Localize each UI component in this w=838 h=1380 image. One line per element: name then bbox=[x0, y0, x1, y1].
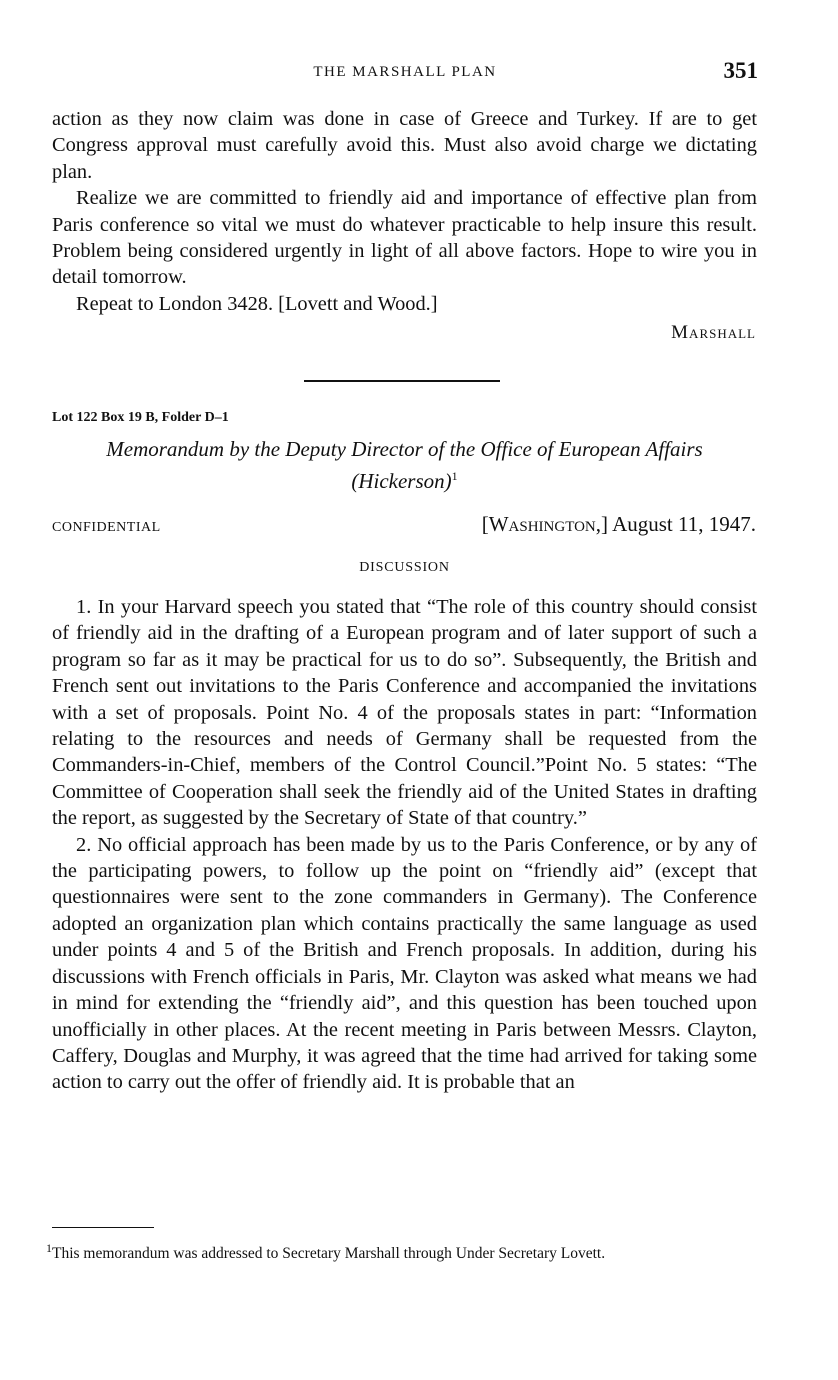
previous-document-text bbox=[52, 106, 757, 317]
signature: Marshall bbox=[671, 322, 756, 343]
footnote bbox=[46, 1239, 750, 1263]
paragraph: 2. No official approach has been made by us to the Paris Conference, or by any of the participating powers, to follow up the point on “friendly aid” (except that questionnaires were sent to the zone commanders in Germany). The Conference adopted an organization plan which contains practically the same language as used under points 4 and 5 of the British and French proposals. In addition, during his discussions with French officials in Paris, Mr. Clayton was asked what means we had in mind for extending the “friendly aid”, and this question has been touched upon unofficially in other places. At the recent meeting in Paris between Messrs. Clayton, Caffery, Douglas and Murphy, it was agreed that the time had arrived for taking some action to carry out the offer of friendly aid. It is probable that an bbox=[52, 833, 757, 1094]
paragraph: Repeat to London 3428. [Lovett and Wood.] bbox=[76, 292, 438, 315]
footnote-marker: 1 bbox=[46, 1241, 52, 1255]
dateline bbox=[482, 512, 756, 537]
memorandum-body bbox=[52, 594, 757, 1096]
footnote-separator bbox=[52, 1227, 154, 1228]
title-author: (Hickerson) bbox=[351, 469, 452, 493]
document-title bbox=[52, 436, 757, 495]
page-header bbox=[52, 58, 758, 90]
page-number: 351 bbox=[723, 58, 758, 83]
dateline-place: [Washington,] bbox=[481, 512, 608, 536]
source-citation: Lot 122 Box 19 B, Folder D–1 bbox=[52, 410, 229, 425]
classification-label: CONFIDENTIAL bbox=[52, 520, 161, 535]
document-separator bbox=[304, 380, 500, 382]
paragraph: 1. In your Harvard speech you stated that “The role of this country should consist of friendly aid in the drafting of a European program and of later support of such a program so far as it may be practical for us to do so”. Subsequently, the British and French sent out invitations to the Paris Conference and accompanied the invitations with a set of proposals. Point No. 4 of the proposals states in part: “Information relating to the resources and needs of Germany shall be requested from the Commanders-in-Chief, members of the Control Council.”Point No. 5 states: “The Committee of Cooperation shall seek the friendly aid of the United States in drafting the report, as suggested by the Secretary of State of that country.” bbox=[52, 596, 757, 830]
footnote-reference: 1 bbox=[451, 469, 458, 483]
continued-paragraph: action as they now claim was done in case of Greece and Turkey. If are to get Congress approval must carefully avoid this. Must also avoid charge we dictating plan. bbox=[52, 108, 757, 183]
dateline-date: August 11, 1947. bbox=[612, 512, 756, 536]
section-heading: DISCUSSION bbox=[359, 560, 450, 575]
title-line: Memorandum by the Deputy Director of the Office of European Affairs bbox=[106, 437, 703, 461]
paragraph: Realize we are committed to friendly aid and importance of effective plan from Paris conference so vital we must do whatever practicable to help insure this result. Problem being considered urgently in light of all above factors. Hope to wire you in detail tomorrow. bbox=[52, 187, 757, 289]
running-head: THE MARSHALL PLAN bbox=[313, 64, 497, 80]
footnote-text: This memorandum was addressed to Secretary Marshall through Under Secretary Lovett. bbox=[52, 1245, 606, 1263]
